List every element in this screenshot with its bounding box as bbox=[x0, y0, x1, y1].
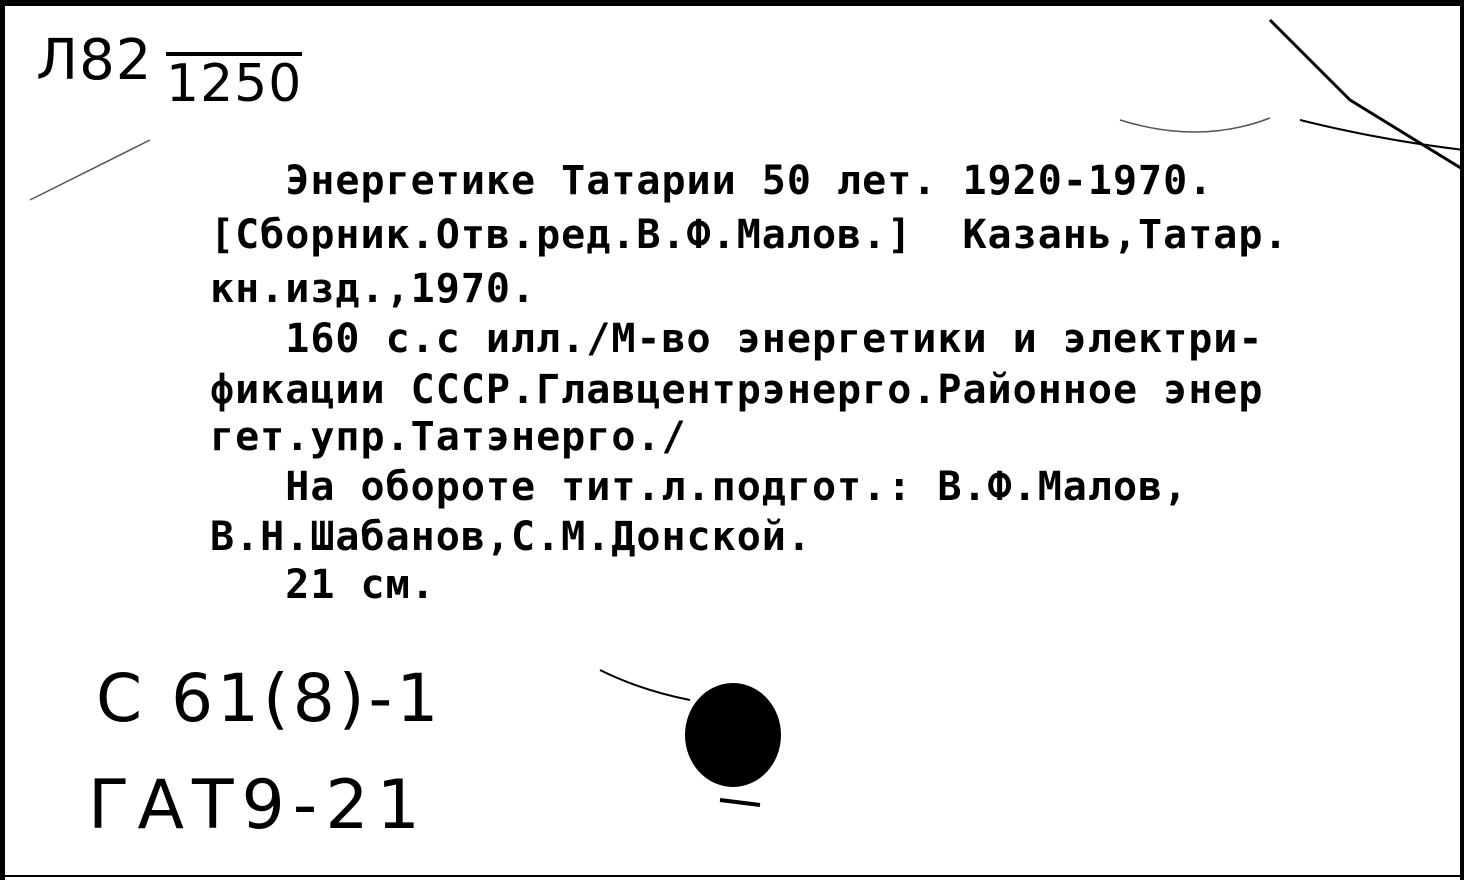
corner-crease-line bbox=[1270, 20, 1464, 170]
entry-line-4: 160 с.с илл./М-во энергетики и электри- bbox=[210, 316, 1264, 362]
entry-line-1: Энергетике Татарии 50 лет. 1920-1970. bbox=[210, 158, 1214, 204]
punch-hole bbox=[685, 683, 781, 787]
shelf-number: 1250 bbox=[166, 54, 303, 114]
classification-code: С 61(8)-1 bbox=[96, 660, 443, 737]
entry-line-2: [Сборник.Отв.ред.В.Ф.Малов.] Казань,Татар. bbox=[210, 212, 1289, 258]
entry-line-7: На обороте тит.л.подгот.: В.Ф.Малов, bbox=[210, 464, 1189, 510]
entry-line-5: фикации СССР.Главцентрэнерго.Районное энер bbox=[210, 367, 1264, 413]
inventory-code: ГАТ9-21 bbox=[88, 766, 428, 845]
entry-line-6: гет.упр.Татэнерго./ bbox=[210, 414, 687, 460]
punch-mark-tick bbox=[720, 800, 760, 805]
punch-mark-stroke bbox=[600, 670, 690, 700]
corner-fold-line bbox=[1300, 120, 1464, 150]
entry-line-8: В.Н.Шабанов,С.М.Донской. bbox=[210, 514, 812, 560]
entry-line-3: кн.изд.,1970. bbox=[210, 266, 537, 312]
shelf-mark: Л82 bbox=[36, 28, 153, 93]
entry-line-9: 21 см. bbox=[210, 562, 436, 608]
smudge-arc bbox=[1120, 118, 1270, 132]
left-smudge-line bbox=[30, 140, 150, 200]
